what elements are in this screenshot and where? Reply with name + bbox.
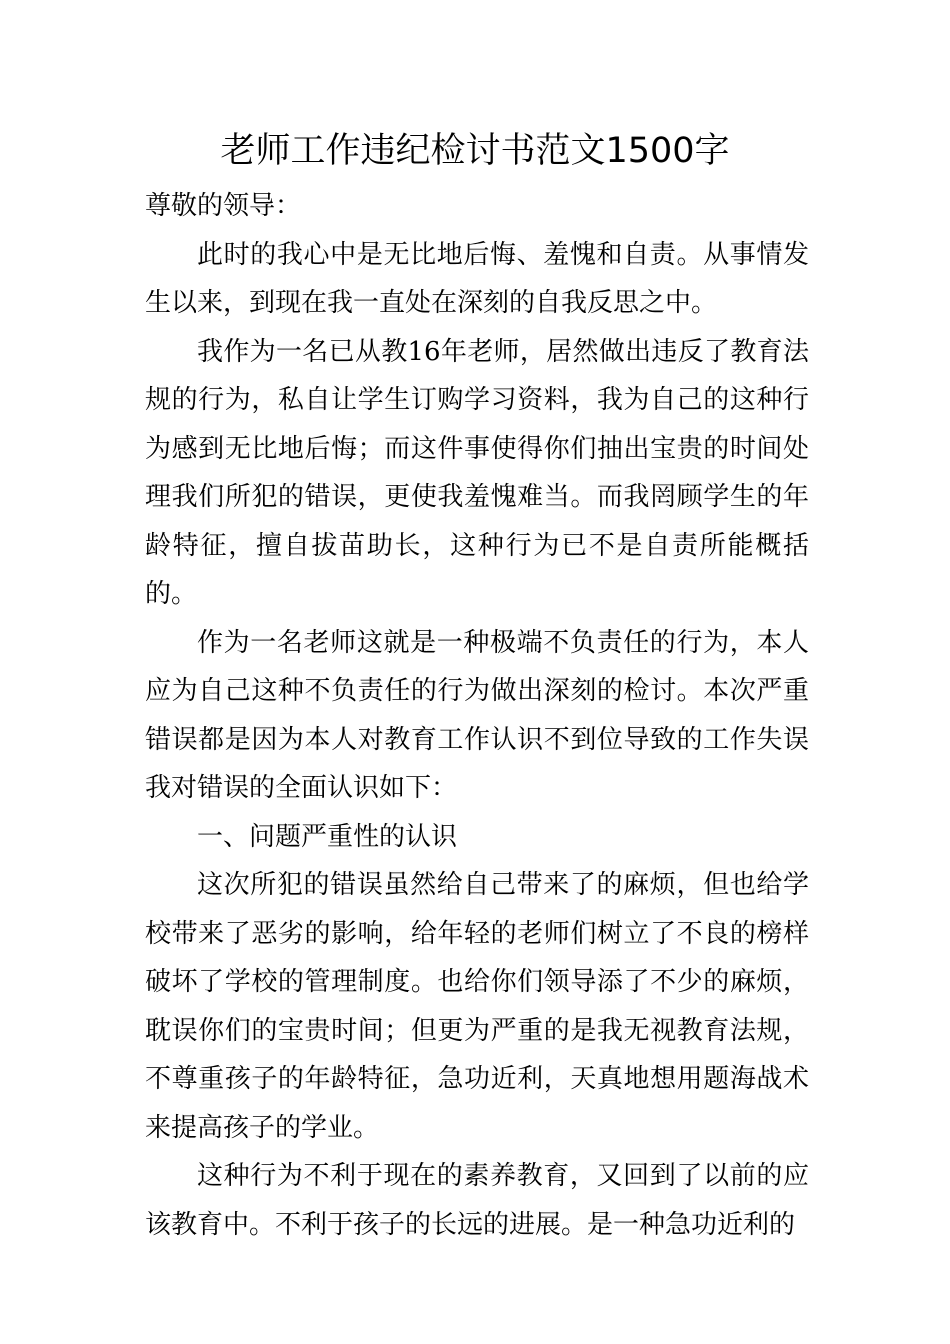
salutation: 尊敬的领导：: [145, 191, 302, 221]
paragraph: 这种行为不利于现在的素养教育，又回到了以前的应该教育中。不利于孩子的长远的进展。是一种急功近利的: [145, 1161, 809, 1240]
document-body: [145, 182, 809, 1249]
paragraph: 作为一名老师这就是一种极端不负责任的行为，本人应为自己这种不负责任的行为做出深刻的检讨。本次严重错误都是因为本人对教育工作认识不到位导致的工作失误我对错误的全面认识如下：: [145, 627, 809, 803]
paragraph: 我作为一名已从教16年老师，居然做出违反了教育法规的行为，私自让学生订购学习资料，我为自己的这种行为感到无比地后悔；而这件事使得你们抽出宝贵的时间处理我们所犯的错误，更使我羞愧难当。而我罔顾学生的年龄特征，擅自拔苗助长，这种行为已不是自责所能概括的。: [145, 336, 809, 609]
paragraph: 此时的我心中是无比地后悔、羞愧和自责。从事情发生以来，到现在我一直处在深刻的自我反思之中。: [145, 239, 809, 318]
section-heading: 一、问题严重性的认识: [197, 821, 458, 852]
paragraph: 这次所犯的错误虽然给自己带来了的麻烦，但也给学校带来了恶劣的影响，给年轻的老师们树立了不良的榜样破坏了学校的管理制度。也给你们领导添了不少的麻烦，耽误你们的宝贵时间；但更为严重的是我无视教育法规，不尊重孩子的年龄特征，急功近利，天真地想用题海战术来提高孩子的学业。: [145, 870, 809, 1143]
document-title: 老师工作违纪检讨书范文1500字: [220, 131, 730, 171]
